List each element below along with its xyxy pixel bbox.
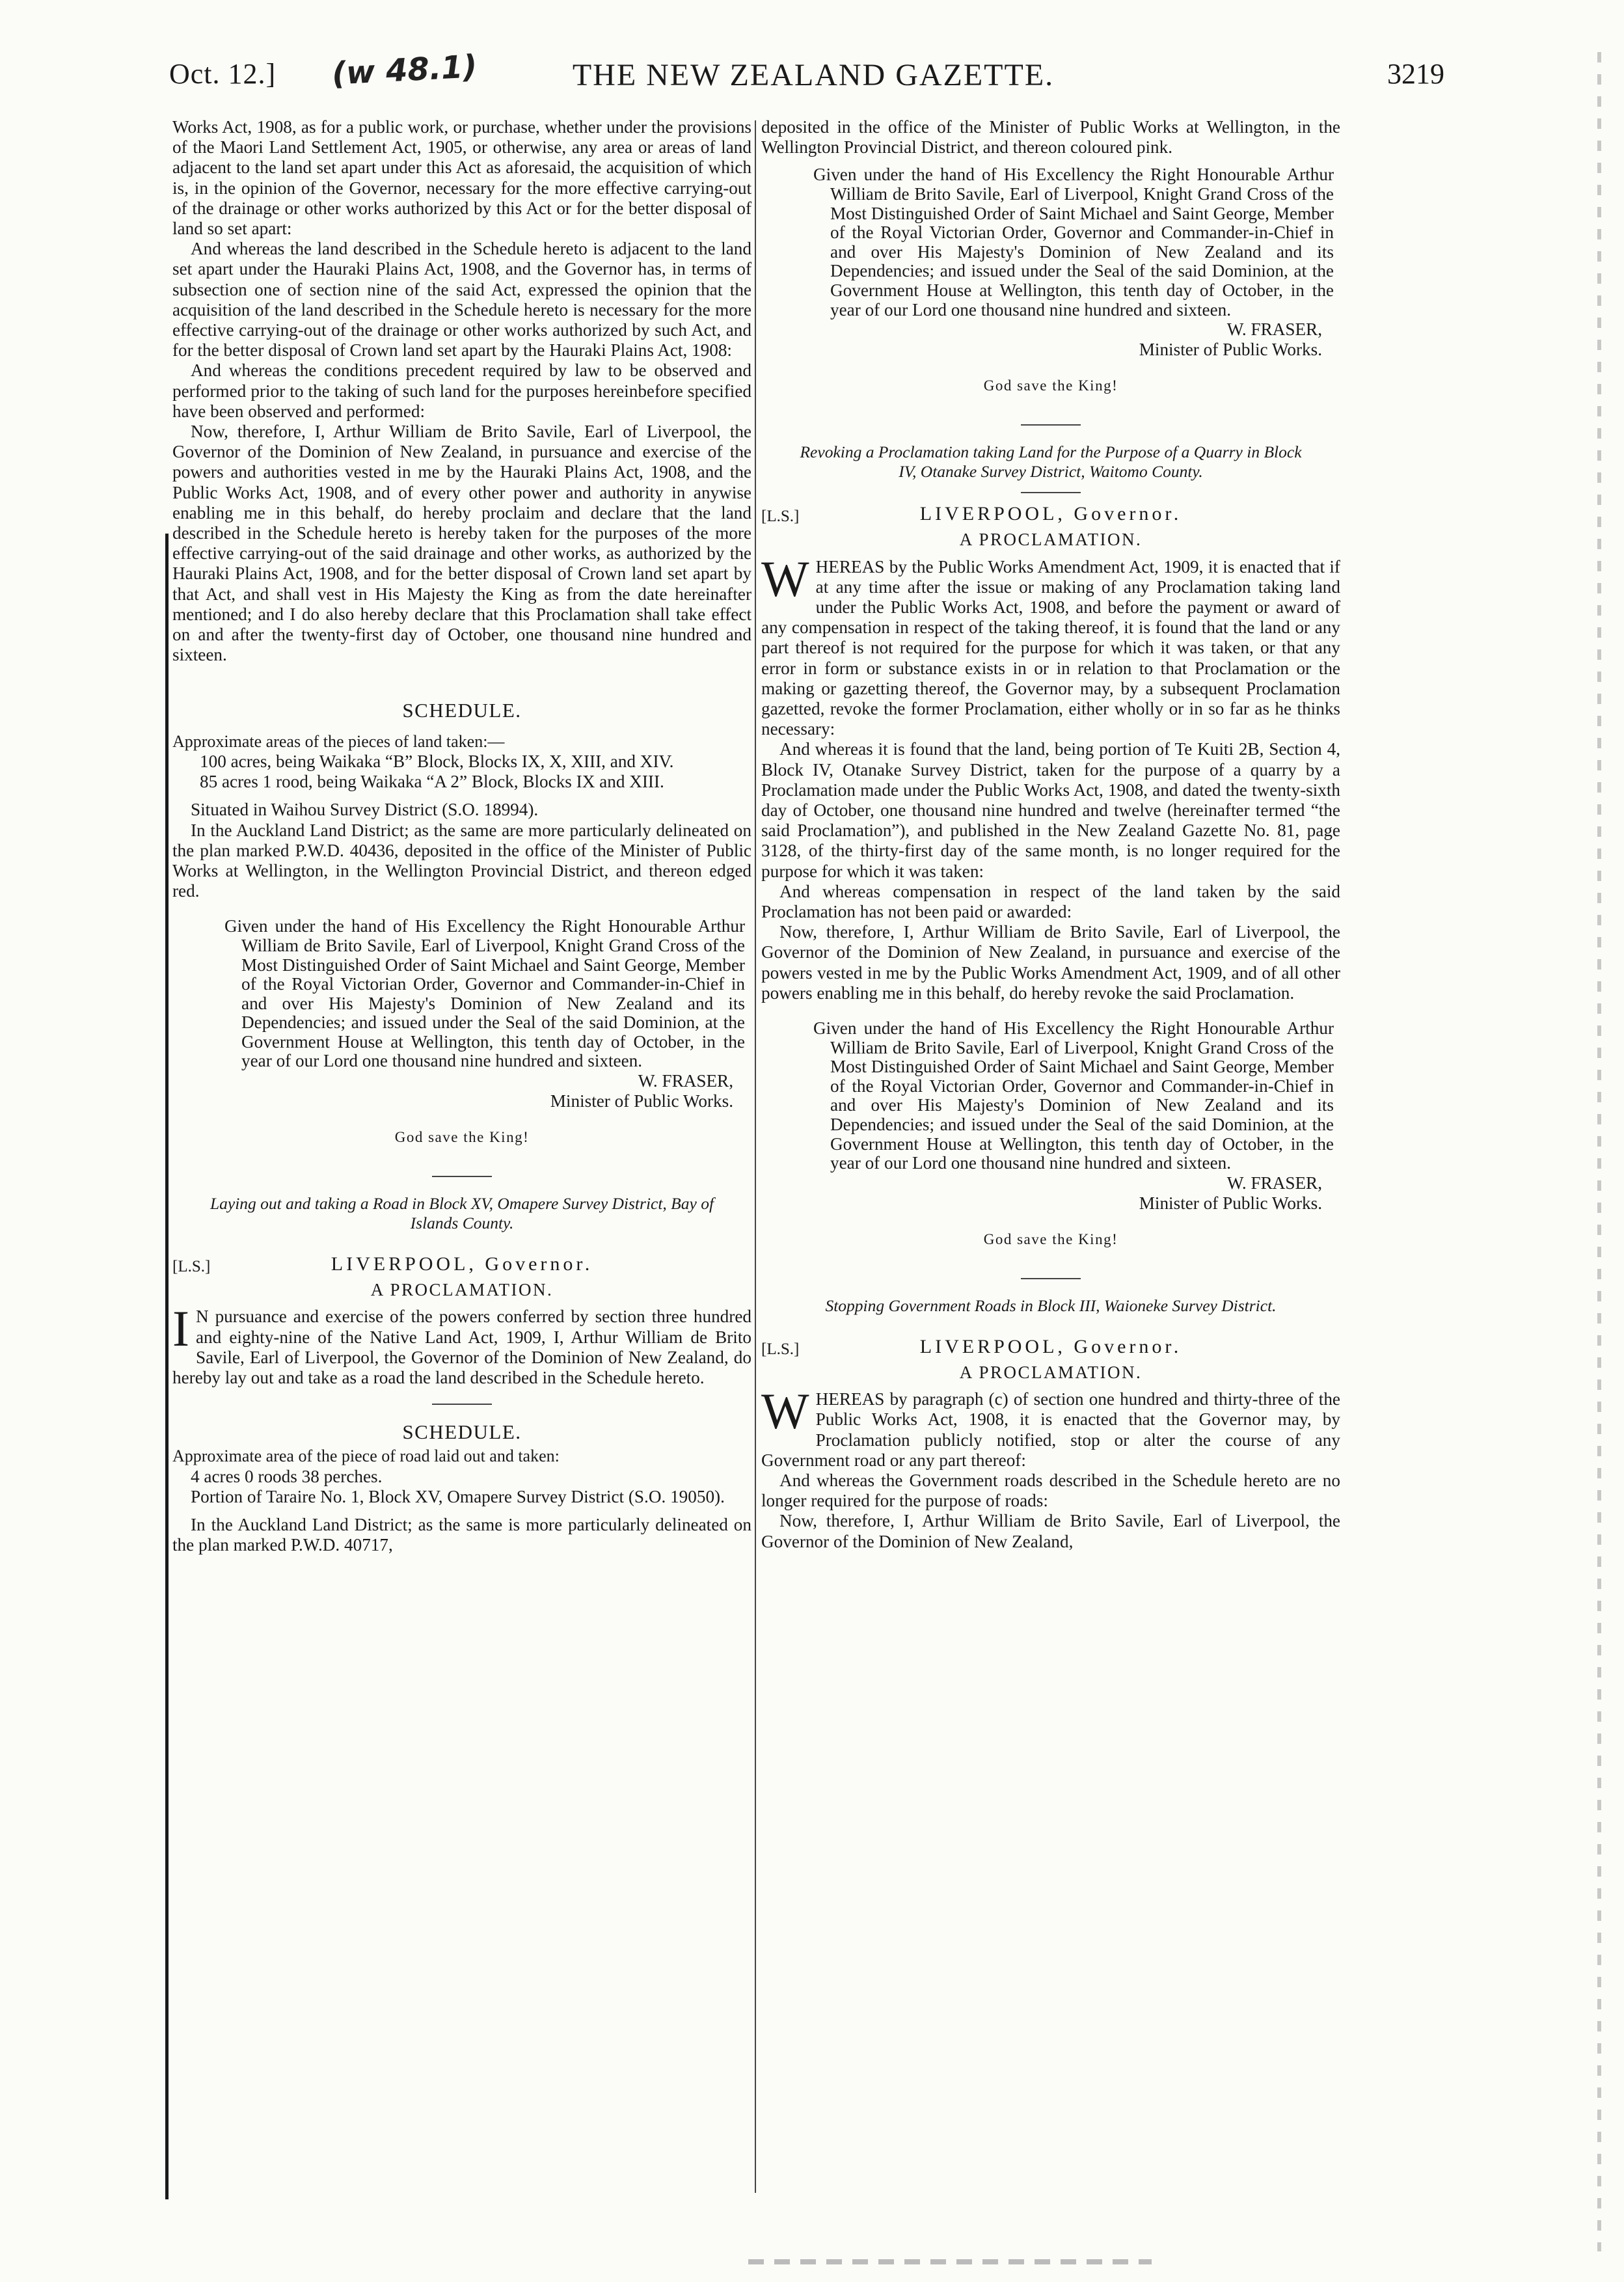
schedule-intro: Approximate area of the piece of road laid out and taken:: [172, 1447, 560, 1466]
notice-title: Laying out and taking a Road in Block XV, Omapere Survey District, Bay of Islands County.: [210, 1194, 714, 1233]
section-rule: [432, 1404, 492, 1405]
left-column: [172, 117, 751, 1556]
proclamation-body: I N pursuance and exercise of the powers conferred by section three hundred and eighty-nine of the Native Land Act, 1909, I, Arthur William de Brito Savile, Earl of Liverpool, the Governor of the Dominion of New Zealand, do hereby lay out and take as a road the land described in the Schedule hereto.: [172, 1300, 751, 1388]
schedule-heading: SCHEDULE.: [402, 1420, 522, 1444]
bottom-edge-marks: [748, 2259, 1152, 2264]
binding-edge: [165, 534, 169, 2199]
signatory-title: Minister of Public Works.: [1139, 340, 1322, 360]
paragraph: And whereas it is found that the land, being portion of Te Kuiti 2B, Section 4, Block IV, Otanake Survey District, taken for the purpose of a quarry by a Proclamation made under the Public Works Act, 1908, and dated the twenty-sixth day of October, one thousand nine hundred and twelve (hereinafter termed “the said Proclamation”), and published in the New Zealand Gazette No. 81, page 3128, of the thirty-first day of the same month, is no longer required for the purpose for which it was taken:: [761, 739, 1340, 881]
notice-title: Stopping Government Roads in Block III, Waioneke Survey District.: [825, 1296, 1277, 1315]
issue-date: Oct. 12.]: [169, 58, 277, 90]
page-edge-marks: [1597, 52, 1601, 2251]
section-rule: [1021, 424, 1081, 426]
schedule-item: 100 acres, being Waikaka “B” Block, Blocks IX, X, XIII, and XIV.: [200, 751, 674, 771]
drop-cap: W: [761, 550, 809, 607]
signatory-name: W. FRASER,: [1226, 319, 1322, 340]
handwritten-annotation: (w 48.1): [331, 48, 478, 92]
given-under-hand: Given under the hand of His Excellency the Right Honourable Arthur William de Brito Savile, Earl of Liverpool, Knight Grand Cross of the Most Distinguished Order of Saint Michael and Saint George, Member of the Royal Victorian Order, Governor and Commander-in-Chief in and over His Majesty's Dominion of New Zealand and its Dependencies; and issued under the Seal of the said Dominion, at the Government House at Wellington, this tenth day of October, in the year of our Lord one thousand nine hundred and sixteen.: [813, 1018, 1334, 1173]
given-under-hand: Given under the hand of His Excellency the Right Honourable Arthur William de Brito Savile, Earl of Liverpool, Knight Grand Cross of the Most Distinguished Order of Saint Michael and Saint George, Member of the Royal Victorian Order, Governor and Commander-in-Chief in and over His Majesty's Dominion of New Zealand and its Dependencies; and issued under the Seal of the said Dominion, at the Government House at Wellington, this tenth day of October, in the year of our Lord one thousand nine hundred and sixteen.: [224, 916, 745, 1071]
paragraph: And whereas the Government roads described in the Schedule hereto are no longer required for the purpose of roads:: [761, 1471, 1340, 1511]
governor-line: [761, 1337, 1340, 1361]
schedule-item: 4 acres 0 roods 38 perches.: [191, 1466, 383, 1486]
governor-name: LIVERPOOL, Governor.: [331, 1253, 593, 1275]
paragraph: deposited in the office of the Minister of Public Works at Wellington, in the Wellington Provincial District, and thereon coloured pink.: [761, 117, 1340, 157]
schedule-paragraph: In the Auckland Land District; as the same are more particularly delineated on the plan marked P.W.D. 40436, deposited in the office of the Minister of Public Works at Wellington, in the Wellington Provincial District, and thereon edged red.: [172, 820, 751, 901]
schedule-intro: Approximate areas of the pieces of land taken:—: [172, 731, 505, 751]
gazette-title: THE NEW ZEALAND GAZETTE.: [572, 58, 1055, 92]
paragraph: Now, therefore, I, Arthur William de Brito Savile, Earl of Liverpool, the Governor of the Dominion of New Zealand,: [761, 1511, 1340, 1551]
seal-mark: [L.S.]: [761, 508, 800, 526]
proclamation-body: WHEREAS by the Public Works Amendment Act, 1909, it is enacted that if at any time after the issue or making of any Proclamation taking land under the Public Works Act, 1908, and before the payment or award of any compensation in respect of the taking thereof, it is found that the land or any part thereof is not required for the purpose for which it was taken, or that any error in form or substance exists in or in relation to that Proclamation or the making or gazetting thereof, the Governor may, by a subsequent Proclamation gazetted, revoke the former Proclamation, either wholly or in so far as he thinks necessary:: [761, 550, 1340, 739]
section-rule: [1021, 492, 1081, 493]
proclamation-heading: A PROCLAMATION.: [959, 1362, 1143, 1382]
signatory-name: W. FRASER,: [1226, 1173, 1322, 1193]
god-save-the-king: God save the King!: [983, 1230, 1118, 1247]
page-number: 3219: [1387, 58, 1444, 90]
given-under-hand: Given under the hand of His Excellency the Right Honourable Arthur William de Brito Savile, Earl of Liverpool, Knight Grand Cross of the Most Distinguished Order of Saint Michael and Saint George, Member of the Royal Victorian Order, Governor and Commander-in-Chief in and over His Majesty's Dominion of New Zealand and its Dependencies; and issued under the Seal of the said Dominion, at the Government House at Wellington, this tenth day of October, in the year of our Lord one thousand nine hundred and sixteen.: [813, 165, 1334, 319]
paragraph: And whereas compensation in respect of the land taken by the said Proclamation has not been paid or awarded:: [761, 881, 1340, 922]
paragraph: Now, therefore, I, Arthur William de Brito Savile, Earl of Liverpool, the Governor of the Dominion of New Zealand, in pursuance and exercise of the powers and authorities vested in me by the Hauraki Plains Act, 1908, and the Public Works Act, 1908, and of every other power and authority in anywise enabling me in this behalf, do hereby proclaim and declare that the land described in the Schedule hereto is hereby taken for the purposes of the more effective carrying-out of the said drainage and other works, as authorized by the Hauraki Plains Act, 1908, and for the better disposal of Crown land set apart by that Act, and shall vest in His Majesty the King as from the date hereinafter mentioned; and I do also hereby declare that this Proclamation shall take effect on and after the twenty-first day of October, one thousand nine hundred and sixteen.: [172, 422, 751, 665]
governor-line: [172, 1254, 751, 1279]
paragraph: And whereas the conditions precedent required by law to be observed and performed prior to the taking of such land for the purposes hereinbefore specified have been observed and performed:: [172, 360, 751, 421]
drop-cap: W: [761, 1383, 809, 1440]
schedule-situated: Situated in Waihou Survey District (S.O. 18994).: [191, 800, 539, 820]
right-column: [761, 117, 1340, 1552]
notice-title: Revoking a Proclamation taking Land for the Purpose of a Quarry in Block IV, Otanake Survey District, Waitomo County.: [800, 442, 1302, 482]
governor-name: LIVERPOOL, Governor.: [919, 1335, 1182, 1357]
paragraph: Now, therefore, I, Arthur William de Brito Savile, Earl of Liverpool, the Governor of the Dominion of New Zealand, in pursuance and exercise of the powers vested in me by the Public Works Amendment Act, 1909, and of all other powers enabling me in this behalf, do hereby revoke the said Proclamation.: [761, 922, 1340, 1003]
seal-mark: [L.S.]: [761, 1340, 800, 1358]
paragraph: And whereas the land described in the Schedule hereto is adjacent to the land set apart under the Hauraki Plains Act, 1908, and the Governor has, in terms of subsection one of section nine of the said Act, expressed the opinion that the acquisition of the land described in the Schedule hereto is necessary for the more effective carrying-out of the drainage or other works authorized by such Act, and for the better disposal of Crown land set apart by the Hauraki Plains Act, 1908:: [172, 239, 751, 360]
signatory-name: W. FRASER,: [638, 1071, 733, 1091]
schedule-heading: SCHEDULE.: [402, 699, 522, 722]
god-save-the-king: God save the King!: [983, 377, 1118, 394]
proclamation-heading: A PROCLAMATION.: [370, 1280, 554, 1300]
governor-line: [761, 504, 1340, 528]
seal-mark: [L.S.]: [172, 1258, 211, 1276]
column-divider: [755, 120, 756, 2193]
schedule-item: 85 acres 1 rood, being Waikaka “A 2” Block, Blocks IX and XIII.: [200, 772, 664, 792]
drop-cap: I: [172, 1300, 189, 1357]
signatory-title: Minister of Public Works.: [1139, 1193, 1322, 1213]
schedule-item: Portion of Taraire No. 1, Block XV, Omapere Survey District (S.O. 19050).: [191, 1486, 725, 1506]
schedule-paragraph: In the Auckland Land District; as the same is more particularly delineated on the plan marked P.W.D. 40717,: [172, 1515, 751, 1555]
proclamation-heading: A PROCLAMATION.: [959, 530, 1143, 550]
signatory-title: Minister of Public Works.: [550, 1091, 733, 1111]
section-rule: [1021, 1278, 1081, 1279]
proclamation-body: WHEREAS by paragraph (c) of section one hundred and thirty-three of the Public Works Act, 1908, it is enacted that the Governor may, by Proclamation publicly notified, stop or alter the course of any Government road or any part thereof:: [761, 1383, 1340, 1470]
page-header: [169, 48, 1444, 124]
paragraph: Works Act, 1908, as for a public work, or purchase, whether under the provisions of the Maori Land Settlement Act, 1905, or otherwise, any area or areas of land adjacent to the land set apart under this Act as aforesaid, the acquisition of which is, in the opinion of the Governor, necessary for the more effective carrying-out of the drainage or other works authorized by this Act or for the better disposal of land so set apart:: [172, 117, 751, 239]
god-save-the-king: God save the King!: [394, 1129, 530, 1146]
section-rule: [432, 1176, 492, 1177]
governor-name: LIVERPOOL, Governor.: [919, 503, 1182, 525]
